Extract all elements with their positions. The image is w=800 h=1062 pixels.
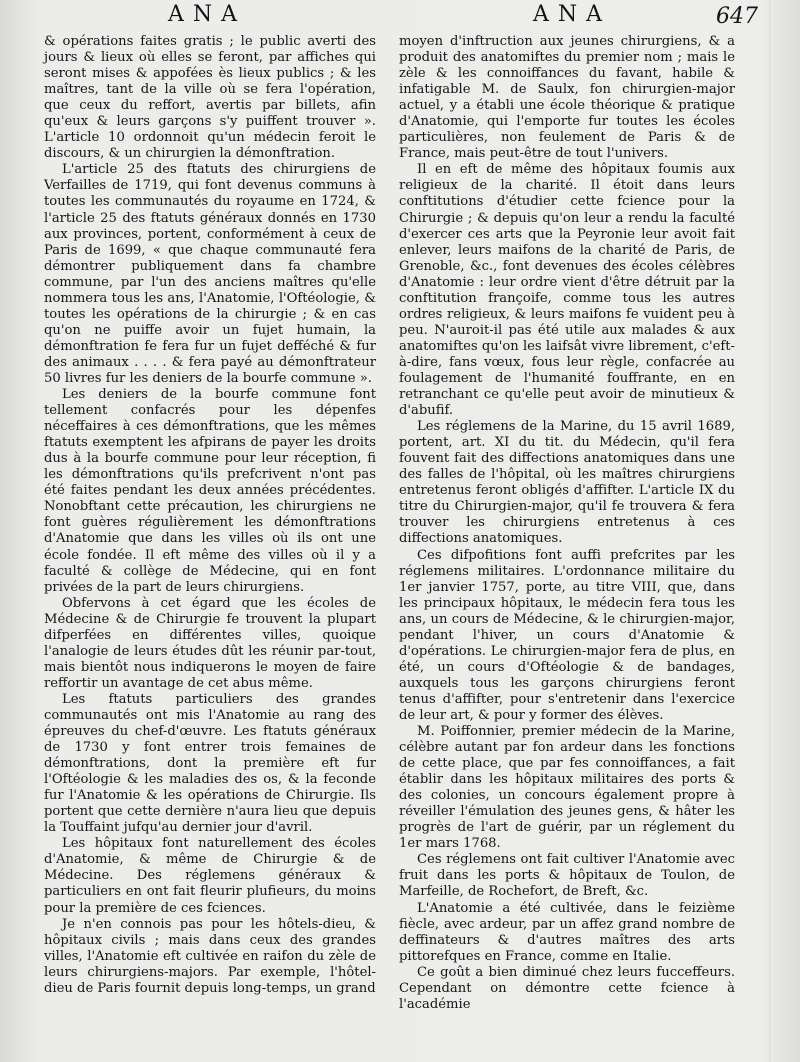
paragraph: Ces réglemens ont fait cultiver l'Anatomie avec fruit dans les ports & hôpitaux de Toulon, de Marfeille, de Rochefort, de Breft, &c. <box>399 852 735 900</box>
paragraph: L'article 25 des ftatuts des chirurgiens de Verfailles de 1719, qui font devenus communs à toutes les communautés du royaume en 1724, & l'article 25 des ftatuts généraux donnés en 1730 aux provinces, portent, conformément à ceux de Paris de 1699, « que chaque communauté fera démontrer publiquement dans fa chambre commune, par l'un des anciens maîtres qu'elle nommera tous les ans, l'Anatomie, l'Oftéologie, & toutes les opérations de la chirurgie ; & en cas qu'on ne puiffe avoir un fujet humain, la démonftration fe fera fur un fujet defféché & fur des animaux . . . . & fera payé au démonftrateur 50 livres fur les deniers de la bourfe commune ». <box>44 162 376 386</box>
paragraph: M. Poiffonnier, premier médecin de la Marine, célèbre autant par fon ardeur dans les fonctions de cette place, que par fes connoiffances, a fait établir dans les hôpitaux militaires des ports & des colonies, un concours également propre à réveiller l'émulation des jeunes gens, & hâter les progrès de l'art de guérir, par un réglement du 1er mars 1768. <box>399 724 735 852</box>
header-right-title: ANA <box>533 2 612 27</box>
left-column <box>44 34 376 997</box>
page-number: 647 <box>716 4 758 29</box>
paragraph: Les ftatuts particuliers des grandes communautés ont mis l'Anatomie au rang des épreuves du chef-d'œuvre. Les ftatuts généraux de 1730 y font entrer trois femaines de démonftrations, dont la première eft fur l'Oftéologie & les maladies des os, & la feconde fur l'Anatomie & les opérations de Chirurgie. Ils portent que cette dernière n'aura lieu que depuis la Touffaint jufqu'au dernier jour d'avril. <box>44 691 376 836</box>
paragraph: Les deniers de la bourfe commune font tellement confacrés pour les dépenfes néceffaires à ces démonftrations, que les mêmes ftatuts exemptent les afpirans de payer les droits dus à la bourfe commune pour leur réception, fi les démonftrations qu'ils prefcrivent n'ont pas été faites pendant les deux années précédentes. Nonobftant cette précaution, les chirurgiens ne font guères régulièrement les démonftrations d'Anatomie que dans les villes où ils ont une école fondée. Il eft même des villes où il y a faculté & collège de Médecine, qui en font privées de la part de leurs chirurgiens. <box>44 387 376 595</box>
header-left-title: ANA <box>168 2 247 27</box>
paragraph: & opérations faites gratis ; le public averti des jours & lieux où elles se feront, par affiches qui seront mises & appofées ès lieux publics ; & les maîtres, tant de la ville où se fera l'opération, que ceux du reffort, avertis par billets, afin qu'eux & leurs garçons s'y puiffent trouver ». L'article 10 ordonnoit qu'un médecin feroit le discours, & un chirurgien la démonftration. <box>44 34 376 162</box>
paragraph: Ce goût a bien diminué chez leurs fucceffeurs. Cependant on démontre cette fcience à l'académie <box>399 964 735 1012</box>
paragraph: Ces difpofitions font auffi prefcrites par les réglemens militaires. L'ordonnance militaire du 1er janvier 1757, porte, au titre VIII, que, dans les principaux hôpitaux, le médecin fera tous les ans, un cours de Médecine, & le chirurgien-major, pendant l'hiver, un cours d'Anatomie & d'opérations. Le chirurgien-major fera de plus, en été, un cours d'Oftéologie & de bandages, auxquels tous les garçons chirurgiens feront tenus d'affifter, pour s'entretenir dans l'exercice de leur art, & pour y former des élèves. <box>399 547 735 723</box>
right-column <box>399 34 735 1013</box>
paragraph: L'Anatomie a été cultivée, dans le feizième fiècle, avec ardeur, par un affez grand nombre de deffinateurs & d'autres maîtres des arts pittorefques en France, comme en Italie. <box>399 900 735 964</box>
paragraph: Je n'en connois pas pour les hôtels-dieu, & hôpitaux civils ; mais dans ceux des grandes villes, l'Anatomie eft cultivée en raifon du zèle de leurs chirurgiens-majors. Par exemple, l'hôtel-dieu de Paris fournit depuis long-temps, un grand <box>44 916 376 996</box>
running-header <box>0 2 800 32</box>
paragraph: Les réglemens de la Marine, du 15 avril 1689, portent, art. XI du tit. du Médecin, qu'il fera fouvent fait des diffections anatomiques dans une des falles de l'hôpital, où les maîtres chirurgiens entretenus feront obligés d'affifter. L'article IX du titre du Chirurgien-major, qu'il fe trouvera & fera trouver les chirurgiens entretenus à ces diffections anatomiques. <box>399 419 735 547</box>
paragraph: moyen d'inftruction aux jeunes chirurgiens, & a produit des anatomiftes du premier nom ; mais le zèle & les connoiffances du favant, habile & infatigable M. de Saulx, fon chirurgien-major actuel, y a établi une école théorique & pratique d'Anatomie, qui l'emporte fur toutes les écoles particulières, non feulement de Paris & de France, mais peut-être de tout l'univers. <box>399 34 735 162</box>
paragraph: Les hôpitaux font naturellement des écoles d'Anatomie, & même de Chirurgie & de Médecine. Des réglemens généraux & particuliers en ont fait fleurir plufieurs, du moins pour la première de ces fciences. <box>44 836 376 916</box>
page-fold-shadow <box>769 0 770 1062</box>
paragraph: Obfervons à cet égard que les écoles de Médecine & de Chirurgie fe trouvent la plupart difperfées en différentes villes, quoique l'analogie de leurs études dût les réunir par-tout, mais bientôt nous indiquerons le moyen de faire reffortir un avantage de cet abus même. <box>44 595 376 691</box>
paragraph: Il en eft de même des hôpitaux foumis aux religieux de la charité. Il étoit dans leurs conftitutions d'étudier cette fcience pour la Chirurgie ; & depuis qu'on leur a rendu la faculté d'exercer ces arts que la Peyronie leur avoit fait enlever, leurs maifons de la charité de Paris, de Grenoble, &c., font devenues des écoles célèbres d'Anatomie : leur ordre vient d'être détruit par la conftitution françoife, comme tous les autres ordres religieux, & leurs maifons fe vuident peu à peu. N'auroit-il pas été utile aux malades & aux anatomiftes qu'on les laifsât vivre librement, c'eft-à-dire, fans vœux, fous leur règle, confacrée au foulagement de l'humanité fouffrante, en en retranchant ce qu'elle peut avoir de minutieux & d'abufif. <box>399 162 735 419</box>
